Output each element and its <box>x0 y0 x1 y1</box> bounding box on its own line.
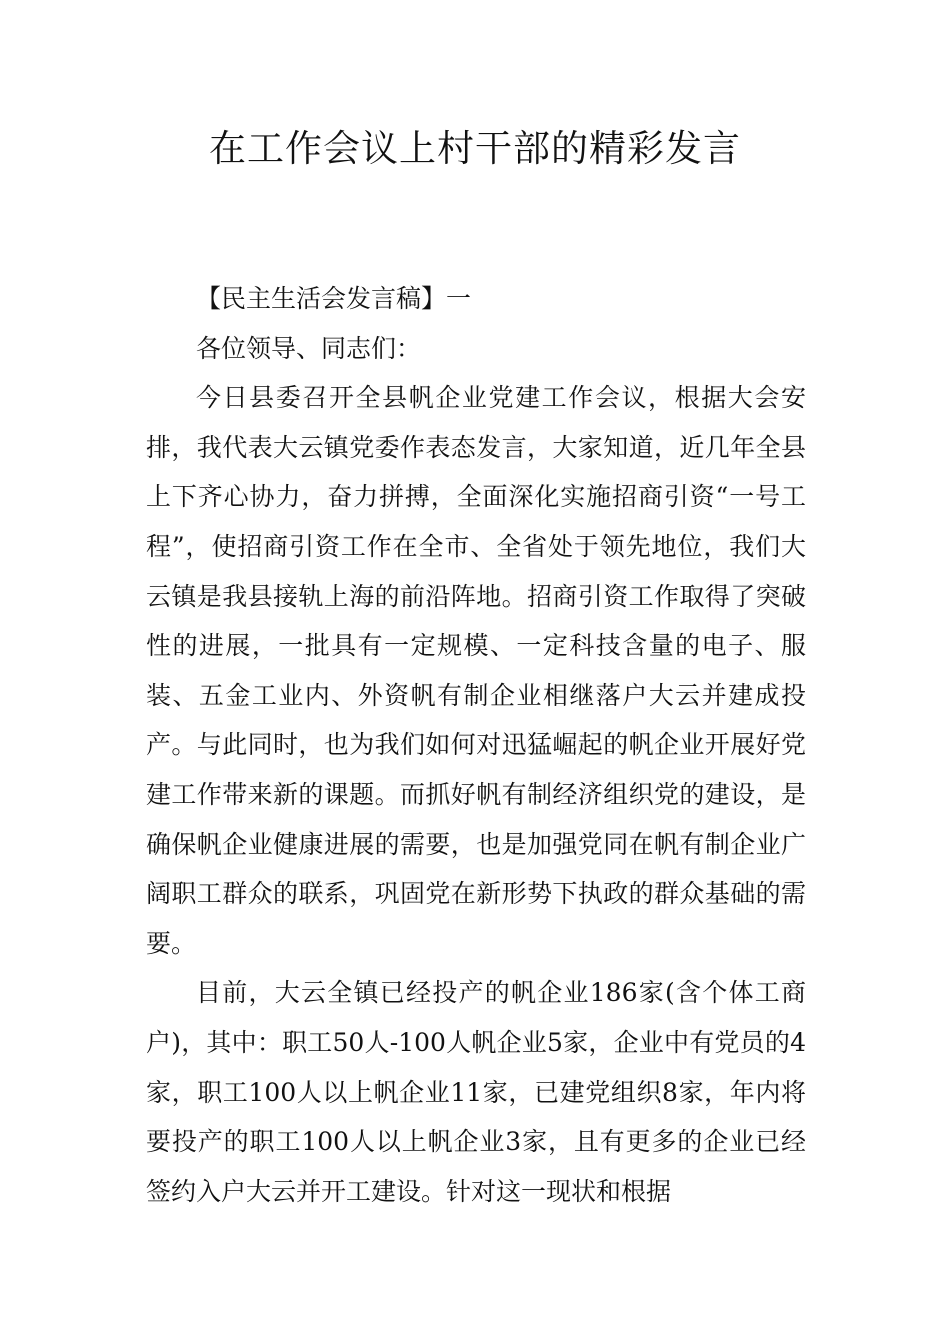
document-body <box>146 274 806 1216</box>
paragraph-body-2: 目前，大云全镇已经投产的帆企业186家(含个体工商户)，其中：职工50人-100人帆企业5家，企业中有党员的4家，职工100人以上帆企业11家，已建党组织8家，年内将要投产的职工100人以上帆企业3家，且有更多的企业已经签约入户大云并开工建设。针对这一现状和根据 <box>146 978 806 1206</box>
document-title: 在工作会议上村干部的精彩发言 <box>209 127 741 170</box>
paragraph-salutation: 各位领导、同志们： <box>196 333 422 363</box>
paragraph-body-1: 今日县委召开全县帆企业党建工作会议，根据大会安排，我代表大云镇党委作表态发言，大家知道，近几年全县上下齐心协力，奋力拼搏，全面深化实施招商引资“一号工程”，使招商引资工作在全市、全省处于领先地位，我们大云镇是我县接轨上海的前沿阵地。招商引资工作取得了突破性的进展，一批具有一定规模、一定科技含量的电子、服装、五金工业内、外资帆有制企业相继落户大云并建成投产。与此同时，也为我们如何对迅猛崛起的帆企业开展好党建工作带来新的课题。而抓好帆有制经济组织党的建设，是确保帆企业健康进展的需要，也是加强党同在帆有制企业广阔职工群众的联系，巩固党在新形势下执政的群众基础的需要。 <box>146 383 806 958</box>
paragraph-heading: 【民主生活会发言稿】一 <box>196 284 472 313</box>
